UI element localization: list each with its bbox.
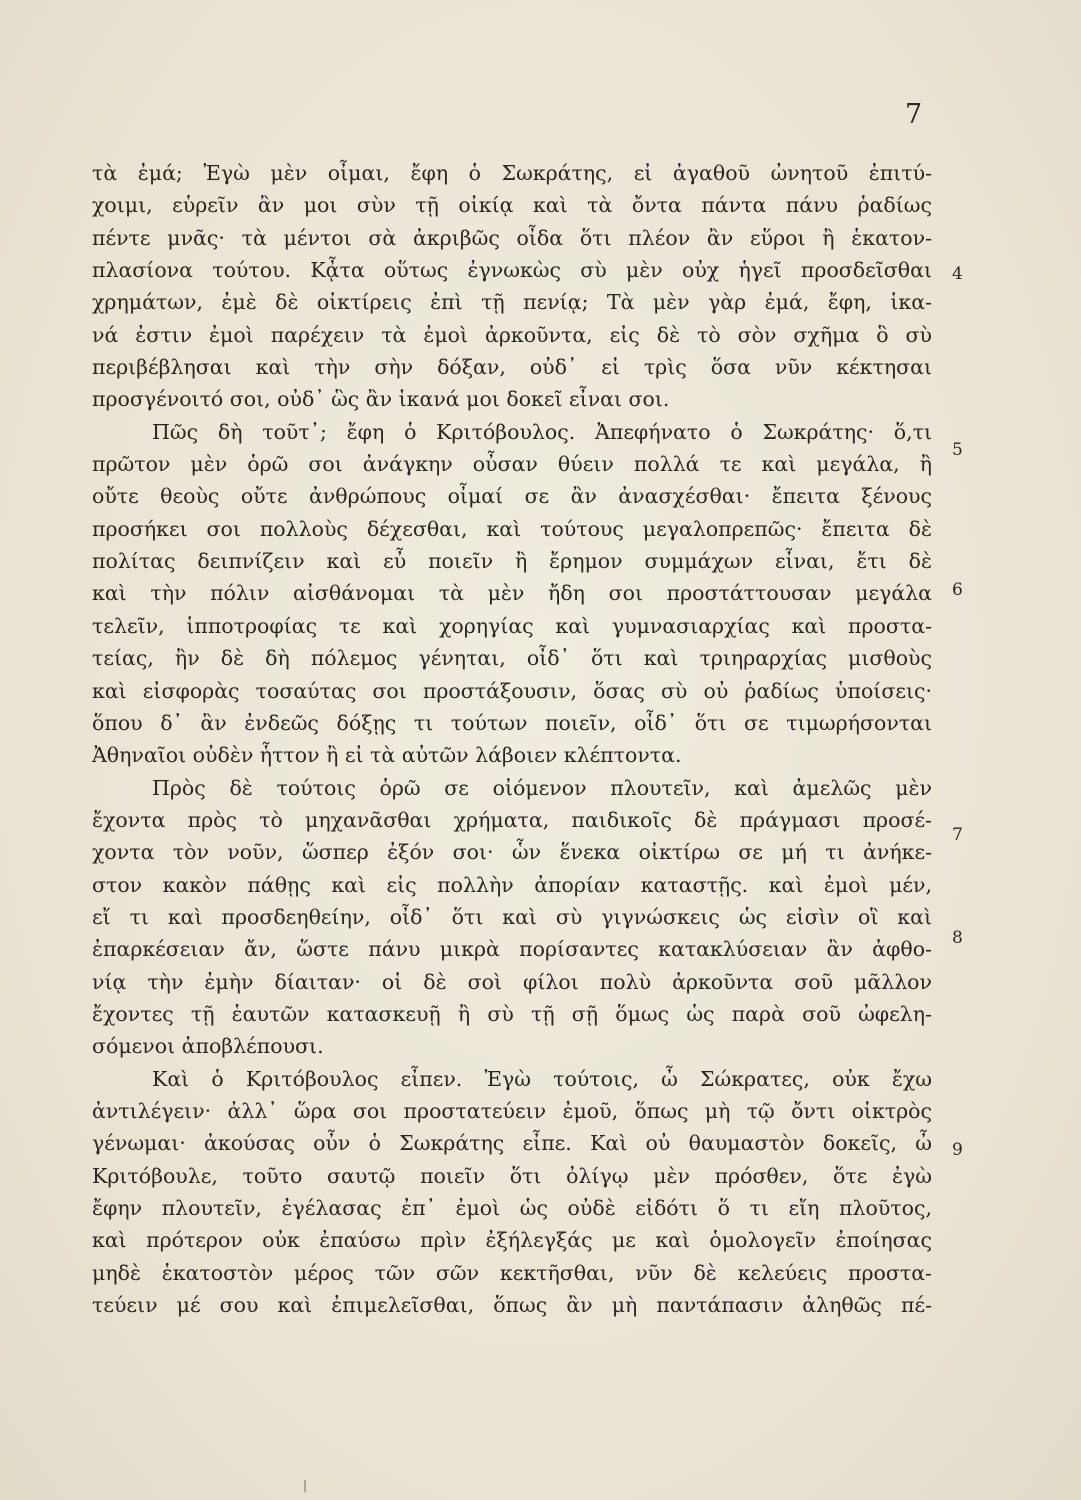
text-line: χρημάτων, ἐμὲ δὲ οἰκτίρεις ἐπὶ τῇ πενίᾳ; Τὰ μὲν γὰρ ἐμά, ἔφη, ἱκα- — [92, 290, 932, 315]
greek-text-body — [92, 157, 932, 1321]
section-number: 9 — [952, 1140, 963, 1160]
section-number: 4 — [952, 264, 963, 284]
text-line: τείας, ἢν δὲ δὴ πόλεμος γένηται, οἶδ᾽ ὅτι καὶ τριηραρχίας μισθοὺς — [92, 646, 932, 671]
section-number: 8 — [952, 928, 963, 948]
text-line: γένωμαι· ἀκούσας οὖν ὁ Σωκράτης εἶπε. Καὶ οὐ θαυμαστὸν δοκεῖς, ὦ — [92, 1131, 932, 1156]
text-line: νίᾳ τὴν ἐμὴν δίαιταν· οἱ δὲ σοὶ φίλοι πολὺ ἀρκοῦντα σοῦ μᾶλλον — [92, 969, 932, 994]
text-line: οὔτε θεοὺς οὔτε ἀνθρώπους οἶμαί σε ἂν ἀνασχέσθαι· ἔπειτα ξένους — [92, 484, 932, 509]
text-line: πολίτας δειπνίζειν καὶ εὖ ποιεῖν ἢ ἔρημον συμμάχων εἶναι, ἔτι δὲ — [92, 549, 932, 574]
text-line: καὶ πρότερον οὐκ ἐπαύσω πρὶν ἐξήλεγξάς με καὶ ὁμολογεῖν ἐποίησας — [92, 1228, 932, 1253]
text-line: ἐπαρκέσειαν ἄν, ὥστε πάνυ μικρὰ πορίσαντες κατακλύσειαν ἂν ἀφθο- — [92, 937, 932, 962]
text-line: στον κακὸν πάθῃς καὶ εἰς πολλὴν ἀπορίαν καταστῇς. καὶ ἐμοὶ μέν, — [92, 872, 932, 897]
bottom-mark: | — [303, 1478, 308, 1492]
text-line: χοντα τὸν νοῦν, ὥσπερ ἐξόν σοι· ὧν ἕνεκα οἰκτίρω σε μή τι ἀνήκε- — [92, 840, 932, 865]
text-line: εἴ τι καὶ προσδεηθείην, οἶδ᾽ ὅτι καὶ σὺ γιγνώσκεις ὡς εἰσὶν οἳ καὶ — [92, 904, 932, 929]
text-line: καὶ τὴν πόλιν αἰσθάνομαι τὰ μὲν ἤδη σοι προστάττουσαν μεγάλα — [92, 581, 932, 606]
text-line: ἀντιλέγειν· ἀλλ᾽ ὥρα σοι προστατεύειν ἐμοῦ, ὅπως μὴ τῷ ὄντι οἰκτρὸς — [92, 1098, 932, 1123]
text-line: πλασίονα τούτου. Κᾆτα οὕτως ἐγνωκὼς σὺ μὲν οὐχ ἡγεῖ προσδεῖσθαι — [92, 258, 932, 283]
text-line: σόμενοι ἀποβλέπουσι. — [92, 1034, 324, 1059]
text-line: πέντε μνᾶς· τὰ μέντοι σὰ ἀκριβῶς οἶδα ὅτι πλέον ἂν εὕροι ἢ ἑκατον- — [92, 225, 932, 250]
text-line: Κριτόβουλε, τοῦτο σαυτῷ ποιεῖν ὅτι ὀλίγῳ μὲν πρόσθεν, ὅτε ἐγὼ — [92, 1163, 932, 1188]
text-line: προσήκει σοι πολλοὺς δέχεσθαι, καὶ τούτους μεγαλοπρεπῶς· ἔπειτα δὲ — [92, 516, 932, 541]
text-line: ὅπου δ᾽ ἂν ἐνδεῶς δόξῃς τι τούτων ποιεῖν, οἶδ᾽ ὅτι σε τιμωρήσονται — [92, 710, 932, 735]
text-line: περιβέβλησαι καὶ τὴν σὴν δόξαν, οὐδ᾽ εἰ τρὶς ὅσα νῦν κέκτησαι — [92, 355, 932, 380]
text-line: Πῶς δὴ τοῦτ᾽; ἔφη ὁ Κριτόβουλος. Ἀπεφήνατο ὁ Σωκράτης· ὅ,τι — [152, 419, 932, 444]
text-line: Καὶ ὁ Κριτόβουλος εἶπεν. Ἐγὼ τούτοις, ὦ Σώκρατες, οὐκ ἔχω — [152, 1066, 932, 1091]
section-number: 5 — [952, 440, 963, 460]
text-line: ἔχοντα πρὸς τὸ μηχανᾶσθαι χρήματα, παιδικοῖς δὲ πράγμασι προσέ- — [92, 807, 932, 832]
text-line: πρῶτον μὲν ὁρῶ σοι ἀνάγκην οὖσαν θύειν πολλά τε καὶ μεγάλα, ἢ — [92, 452, 932, 477]
text-line: τὰ ἐμά; Ἐγὼ μὲν οἶμαι, ἔφη ὁ Σωκράτης, εἰ ἀγαθοῦ ὠνητοῦ ἐπιτύ- — [92, 161, 932, 185]
text-line: προσγένοιτό σοι, οὐδ᾽ ὣς ἂν ἱκανά μοι δοκεῖ εἶναι σοι. — [92, 387, 670, 412]
text-line: Ἀθηναῖοι οὐδὲν ἧττον ἢ εἰ τὰ αὐτῶν λάβοιεν κλέπτοντα. — [92, 743, 682, 768]
section-number: 7 — [952, 825, 963, 845]
section-number: 6 — [952, 580, 963, 600]
text-line: τελεῖν, ἱπποτροφίας τε καὶ χορηγίας καὶ γυμνασιαρχίας καὶ προστα- — [92, 613, 932, 638]
text-line: χοιμι, εὑρεῖν ἂν μοι σὺν τῇ οἰκίᾳ καὶ τὰ ὄντα πάντα πάνυ ῥαδίως — [92, 193, 932, 218]
text-line: μηδὲ ἑκατοστὸν μέρος τῶν σῶν κεκτῆσθαι, νῦν δὲ κελεύεις προστα- — [92, 1260, 932, 1285]
text-line: Πρὸς δὲ τούτοις ὁρῶ σε οἰόμενον πλουτεῖν, καὶ ἀμελῶς μὲν — [152, 775, 932, 800]
page-number: 7 — [905, 99, 923, 130]
text-line: νά ἐστιν ἐμοὶ παρέχειν τὰ ἐμοὶ ἀρκοῦντα, εἰς δὲ τὸ σὸν σχῆμα ὃ σὺ — [92, 322, 932, 347]
text-line: καὶ εἰσφορὰς τοσαύτας σοι προστάξουσιν, ὅσας σὺ οὐ ῥαδίως ὑποίσεις· — [92, 678, 932, 703]
text-line: ἔχοντες τῇ ἑαυτῶν κατασκευῇ ἢ σὺ τῇ σῇ ὅμως ὡς παρὰ σοῦ ὠφελη- — [92, 1001, 932, 1026]
text-line: τεύειν μέ σου καὶ ἐπιμελεῖσθαι, ὅπως ἂν μὴ παντάπασιν ἀληθῶς πέ- — [92, 1293, 932, 1318]
text-line: ἔφην πλουτεῖν, ἐγέλασας ἐπ᾽ ἐμοὶ ὡς οὐδὲ εἰδότι ὅ τι εἴη πλοῦτος, — [92, 1196, 932, 1220]
